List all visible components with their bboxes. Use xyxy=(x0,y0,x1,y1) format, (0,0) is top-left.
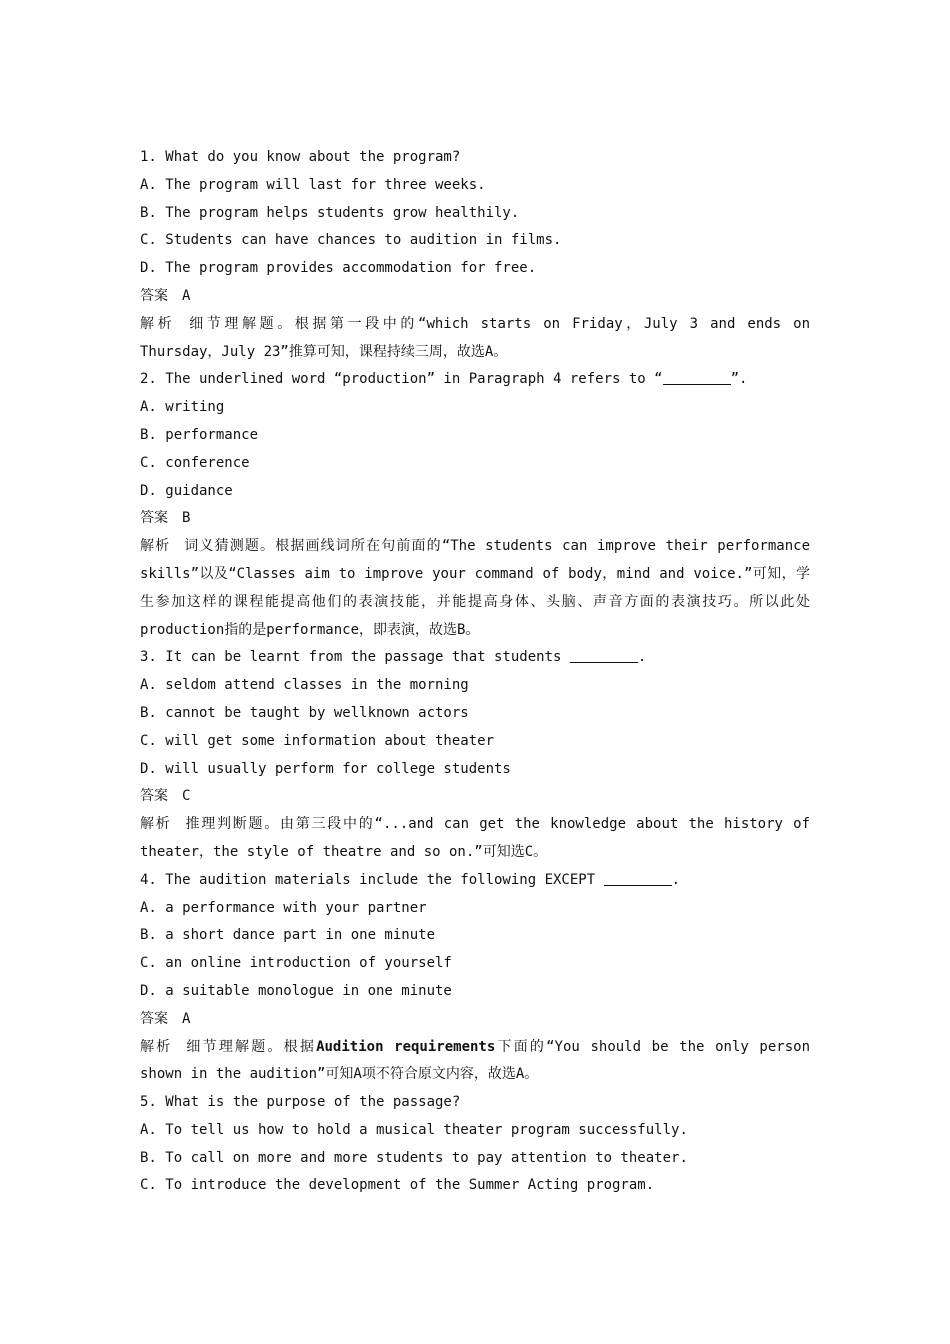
analysis-bold-heading: Audition requirements xyxy=(316,1038,496,1055)
analysis-text: 细节理解题。根据第一段中的“which starts on Friday，July 3 and ends on Thursday，July 23”推算可知，课程持续三周，故选A。 xyxy=(140,315,810,360)
option-c: C. will get some information about theater xyxy=(140,732,495,749)
answer-label: 答案 xyxy=(140,287,168,304)
analysis-line xyxy=(140,1034,810,1090)
answer-line xyxy=(140,1006,810,1034)
analysis-line xyxy=(140,533,810,644)
answer-value: A xyxy=(182,1010,191,1027)
stem-text: 3. It can be learnt from the passage that students xyxy=(140,649,570,666)
analysis-text: 推理判断题。由第三段中的“...and can get the knowledge about the history of theater，the style of theatre and so on.”可知选C。 xyxy=(140,816,811,860)
option-c: C. an online introduction of yourself xyxy=(140,955,452,972)
analysis-label: 解析 xyxy=(140,315,176,332)
option-a: A. seldom attend classes in the morning xyxy=(140,677,469,694)
question-stem: 1. What do you know about the program? xyxy=(140,149,461,165)
question-2 xyxy=(140,366,810,644)
analysis-text-end: 下面的“You should be the only person shown in the audition”可知A项不符合原文内容，故选A。 xyxy=(140,1038,811,1083)
option-c: C. Students can have chances to audition in films. xyxy=(140,232,562,249)
answer-value: C xyxy=(182,788,191,805)
question-3 xyxy=(140,644,810,866)
answer-line xyxy=(140,283,810,311)
option-c: C. To introduce the development of the Summer Acting program. xyxy=(140,1177,655,1194)
option-a: A. The program will last for three weeks. xyxy=(140,176,486,193)
option-a: A. a performance with your partner xyxy=(140,899,427,916)
option-d: D. a suitable monologue in one minute xyxy=(140,982,452,999)
option-c: C. conference xyxy=(140,454,250,471)
analysis-line xyxy=(140,311,810,367)
answer-blank xyxy=(604,871,672,886)
analysis-label: 解析 xyxy=(140,538,171,555)
question-stem xyxy=(140,366,810,394)
option-b: B. a short dance part in one minute xyxy=(140,927,436,944)
option-b: B. performance xyxy=(140,426,259,443)
stem-text-end: . xyxy=(671,871,681,888)
answer-label: 答案 xyxy=(140,788,168,805)
question-stem xyxy=(140,644,810,672)
question-stem xyxy=(140,867,810,895)
option-a: A. To tell us how to hold a musical theater program successfully. xyxy=(140,1121,688,1138)
answer-blank xyxy=(570,648,638,663)
analysis-label: 解析 xyxy=(140,816,172,833)
stem-text: 2. The underlined word “production” in Paragraph 4 refers to “ xyxy=(140,371,663,388)
answer-value: B xyxy=(182,510,191,527)
option-b: B. To call on more and more students to pay attention to theater. xyxy=(140,1149,688,1166)
answer-value: A xyxy=(182,287,191,304)
analysis-text: 细节理解题。根据 xyxy=(186,1038,317,1055)
question-1 xyxy=(140,144,810,366)
question-stem: 5. What is the purpose of the passage? xyxy=(140,1094,461,1111)
answer-line xyxy=(140,783,810,811)
analysis-text: 词义猜测题。根据画线词所在句前面的“The students can improve their performance skills”以及“Classes aim to improve your command of body，mind and voice.”可知，学生参加这样的课程能提高他们的表演技能，并能提高身体、头脑、声音方面的表演技巧。所以此处production指的是performance，即表演，故选B。 xyxy=(140,538,810,638)
answer-label: 答案 xyxy=(140,510,168,527)
answer-blank xyxy=(663,370,731,385)
option-d: D. guidance xyxy=(140,482,233,499)
question-4 xyxy=(140,867,810,1089)
option-b: B. The program helps students grow healthily. xyxy=(140,204,520,221)
stem-text-end: . xyxy=(637,649,647,666)
option-b: B. cannot be taught by wellknown actors xyxy=(140,704,469,721)
document-page xyxy=(140,144,810,1200)
stem-text-end: ”. xyxy=(730,371,748,388)
analysis-line xyxy=(140,811,810,867)
analysis-label: 解析 xyxy=(140,1038,173,1055)
answer-label: 答案 xyxy=(140,1010,168,1027)
stem-text: 4. The audition materials include the following EXCEPT xyxy=(140,871,604,888)
option-a: A. writing xyxy=(140,399,225,416)
option-d: D. The program provides accommodation for free. xyxy=(140,260,537,277)
question-5 xyxy=(140,1089,810,1200)
option-d: D. will usually perform for college students xyxy=(140,760,511,777)
answer-line xyxy=(140,505,810,533)
